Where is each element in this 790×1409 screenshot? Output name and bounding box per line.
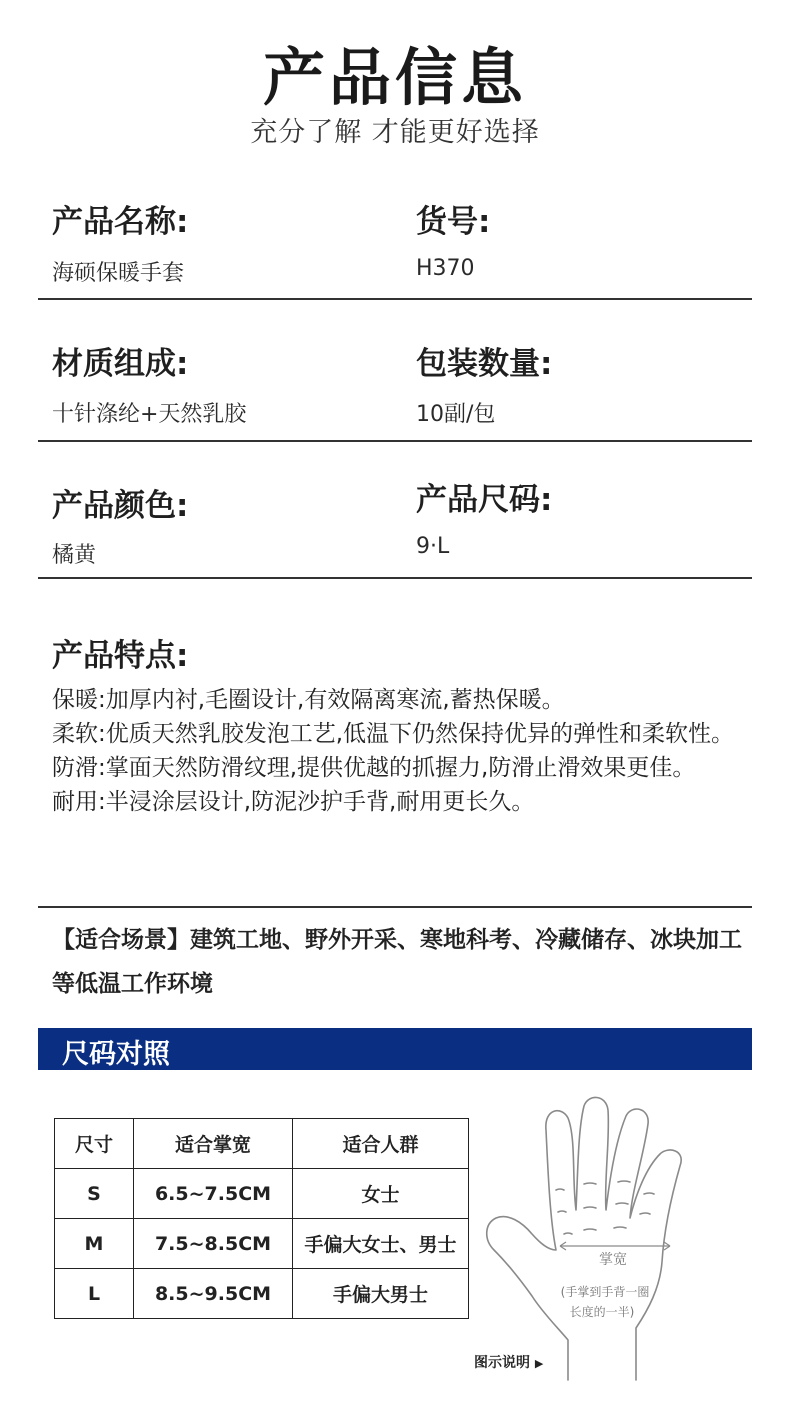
product-code-value: H370	[416, 256, 475, 281]
feature-line: 耐用:半浸涂层设计,防泥沙护手背,耐用更长久。	[52, 789, 535, 815]
figure-caption-text: 图示说明	[474, 1355, 530, 1371]
size-value: 9·L	[416, 534, 450, 559]
table-header: 尺寸	[55, 1119, 134, 1169]
divider	[38, 906, 752, 908]
features-heading: 产品特点:	[52, 638, 189, 674]
table-header: 适合掌宽	[134, 1119, 293, 1169]
divider	[38, 440, 752, 442]
features-list	[52, 683, 754, 819]
page-subtitle: 充分了解 才能更好选择	[250, 117, 540, 148]
table-cell: L	[55, 1269, 134, 1319]
material-value: 十针涤纶+天然乳胶	[52, 402, 247, 427]
color-label: 产品颜色:	[52, 488, 189, 524]
table-cell: 8.5~9.5CM	[134, 1269, 293, 1319]
table-cell: 6.5~7.5CM	[134, 1169, 293, 1219]
table-cell: M	[55, 1219, 134, 1269]
divider	[38, 298, 752, 300]
table-cell: 7.5~8.5CM	[134, 1219, 293, 1269]
palm-note-line1: (手掌到手背一圈	[560, 1285, 650, 1299]
table-row	[55, 1219, 469, 1269]
pack-quantity-label: 包装数量:	[416, 346, 553, 382]
size-chart-banner	[38, 1028, 752, 1070]
size-label: 产品尺码:	[416, 482, 553, 518]
color-value: 橘黄	[52, 543, 97, 568]
hand-diagram	[480, 1090, 710, 1390]
pack-quantity-value: 10副/包	[416, 402, 496, 427]
size-chart-banner-title: 尺码对照	[62, 1039, 170, 1070]
table-cell: S	[55, 1169, 134, 1219]
product-name-label: 产品名称:	[52, 204, 189, 240]
product-name-value: 海硕保暖手套	[52, 261, 185, 286]
palm-width-label: 掌宽	[599, 1252, 627, 1268]
scene-text: 【适合场景】建筑工地、野外开采、寒地科考、冷藏储存、冰块加工等低温工作环境	[52, 927, 742, 997]
product-code-label: 货号:	[416, 204, 491, 240]
feature-line: 保暖:加厚内衬,毛圈设计,有效隔离寒流,蓄热保暖。	[52, 687, 565, 713]
page-title: 产品信息	[262, 41, 527, 114]
feature-line: 柔软:优质天然乳胶发泡工艺,低温下仍然保持优异的弹性和柔软性。	[52, 721, 735, 747]
divider	[38, 577, 752, 579]
triangle-right-icon: ▶	[534, 1357, 544, 1370]
table-cell: 女士	[293, 1169, 469, 1219]
palm-width-arrow-icon	[560, 1242, 670, 1250]
table-row	[55, 1169, 469, 1219]
table-cell: 手偏大男士	[293, 1269, 469, 1319]
figure-caption	[474, 1352, 543, 1372]
table-header: 适合人群	[293, 1119, 469, 1169]
hand-outline-icon	[487, 1097, 681, 1380]
table-row	[55, 1269, 469, 1319]
feature-line: 防滑:掌面天然防滑纹理,提供优越的抓握力,防滑止滑效果更佳。	[52, 755, 696, 781]
material-label: 材质组成:	[52, 346, 189, 382]
palm-note-line2: 长度的一半)	[569, 1305, 635, 1319]
table-cell: 手偏大女士、男士	[293, 1219, 469, 1269]
table-header-row	[55, 1119, 469, 1169]
size-table	[54, 1118, 469, 1319]
